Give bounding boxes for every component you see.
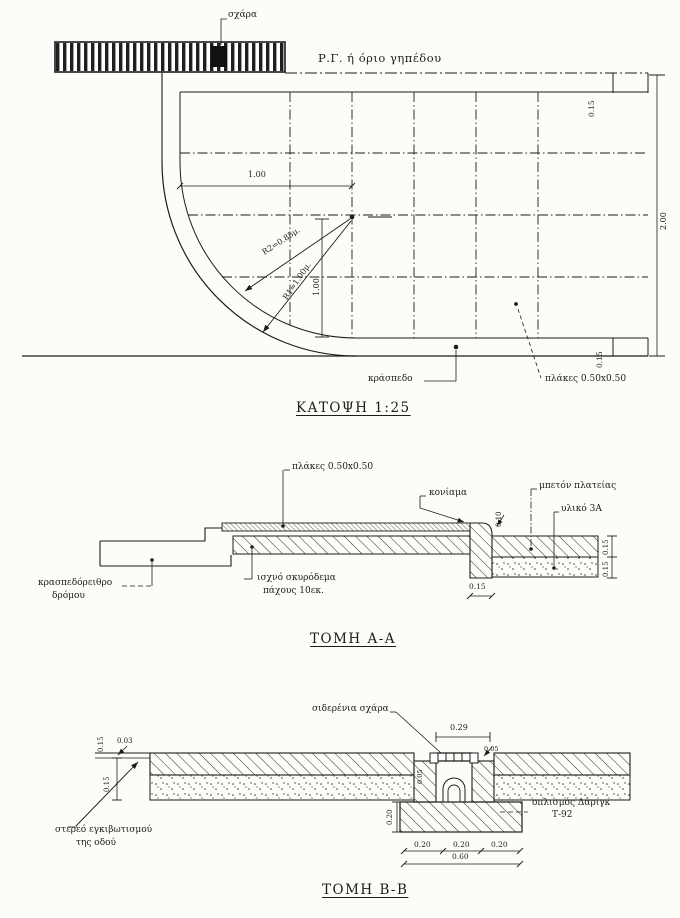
plan-grate-label: σχάρα [228,10,258,20]
section-b-pipe-arch [443,778,465,802]
section-b-encasement-label-2: της οδού [76,838,116,848]
plan-linework [22,19,665,381]
section-b-bed-left [150,775,414,800]
section-a-material-3a [492,557,598,577]
section-a-dim-step: 0.10 [495,511,503,527]
section-a-curb-block [470,523,492,578]
section-a-material-label: υλικό 3Α [561,504,602,514]
section-b-dim-bottom-1: 0.20 [414,840,431,849]
section-b-grate-frame-right [470,753,478,763]
section-a-title: ΤΟΜΗ Α-Α [310,631,397,647]
section-b-dim-bed: 0.15 [103,776,111,792]
section-b-title: ΤΟΜΗ Β-Β [322,882,409,898]
plan-dim-vertical: 1.00 [312,278,321,296]
section-b-dim-wall-left: 0.05 [416,769,424,784]
plan-dim-strip-top: 0.15 [587,100,596,117]
plan-slab-grid [180,92,648,338]
section-a-gutter [100,528,222,541]
section-a-dim-layer1: 0.15 [602,539,610,555]
section-b-channel-wall-right [472,761,494,802]
section-b-dim-grate: 0.29 [450,723,468,732]
section-b-grate-frame-left [430,753,438,763]
section-b-dim-edge-h: 0.03 [117,737,133,745]
plan-boundary-label: Ρ.Γ. ή όριο γηπέδου [318,51,442,65]
plan-dim-strip-bottom: 0.15 [595,351,604,368]
section-a-dim-layer2: 0.15 [602,561,610,577]
section-b-slab-left [150,753,414,775]
section-b-mesh-label-2: Τ-92 [552,810,573,820]
section-b-slab-right [494,753,630,775]
section-b-dim-base-height: 0.20 [386,809,394,825]
section-b-dim-edge-v: 0.15 [97,736,105,752]
section-a-gutter-label-1: κρασπεδόρειθρο [38,578,113,588]
section-b-encasement-label-1: στερεό εγκιβωτισμού [55,825,153,835]
section-a-lean-label-2: πάχους 10εκ. [263,586,324,596]
section-a-slab-strip [222,523,470,531]
plan-dim-total-height: 2.00 [659,212,668,230]
section-b-dim-total: 0.60 [452,852,469,861]
section-b-linework [68,712,630,867]
section-a-slabs-label: πλάκες 0.50x0.50 [292,462,374,472]
plan-radius-inner-label: R2=0.85μ. [260,225,302,257]
section-b-base-slab [400,802,522,832]
plan-dim-horizontal: 1.00 [248,170,266,179]
section-a-gutter-label-2: δρόμου [52,591,85,601]
section-b-bed-right [494,775,630,800]
plan-grate-strip [56,43,284,71]
plan-radius-center [350,215,355,220]
section-a-lean-label-1: ισχνό σκυρόδεμα [257,573,336,583]
section-b-grate-label: σιδερένια σχάρα [312,704,389,714]
plan-curb-outer-arc [162,162,356,356]
plan-grate-inlet [211,46,227,67]
section-b-dim-bottom-3: 0.20 [491,840,508,849]
plan-radius-outer-label: R1=1.00μ. [281,260,313,302]
plan-slabs-label: πλάκες 0.50x0.50 [545,374,627,384]
section-b-dim-wall-right: 0.05 [484,745,499,753]
section-a-mortar-label: κονίαμα [429,488,468,498]
section-a-dim-curb-width: 0.15 [469,582,486,591]
section-b-dim-bottom-2: 0.20 [453,840,470,849]
section-b-mesh-label-1: οπλισμός Δάριγκ [532,798,611,808]
section-a-bed-concrete [492,536,598,557]
section-a-lean-concrete [233,536,470,554]
section-a-concrete-label: μπετόν πλατείας [539,481,617,491]
plan-title: ΚΑΤΟΨΗ 1:25 [296,400,411,416]
plan-curb-label: κράσπεδο [368,374,413,384]
